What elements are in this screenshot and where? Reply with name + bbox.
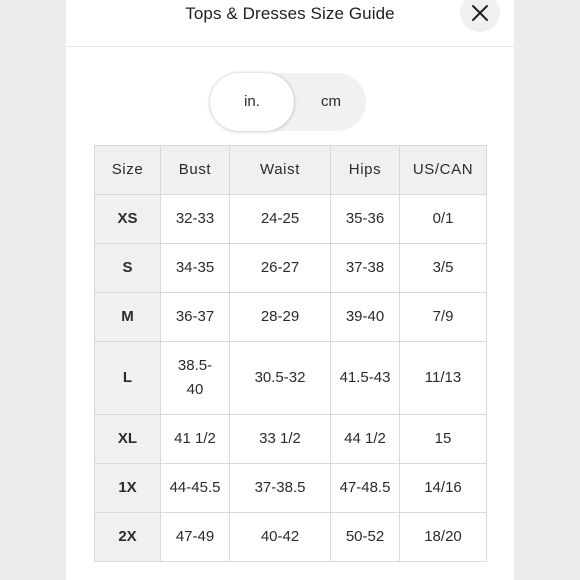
bust-cell: 41 1/2 [161,415,230,464]
bust-cell: 34-35 [161,244,230,293]
column-header-hips: Hips [331,146,400,195]
size-guide-modal [66,0,514,580]
table-row [95,513,487,562]
us-can-cell: 11/13 [400,342,487,415]
hips-cell: 39-40 [331,293,400,342]
unit-option-in[interactable]: in. [210,73,294,131]
bust-value: 38.5-40 [177,357,213,398]
bust-cell: 32-33 [161,195,230,244]
us-can-cell: 15 [400,415,487,464]
hips-cell: 35-36 [331,195,400,244]
size-cell: 1X [95,464,161,513]
table-row [95,195,487,244]
column-header-bust: Bust [161,146,230,195]
modal-header [66,0,514,47]
hips-cell: 44 1/2 [331,415,400,464]
size-cell: XS [95,195,161,244]
waist-cell: 40-42 [230,513,331,562]
waist-cell: 28-29 [230,293,331,342]
us-can-cell: 7/9 [400,293,487,342]
bust-cell [161,342,230,415]
size-cell: S [95,244,161,293]
hips-cell: 47-48.5 [331,464,400,513]
hips-cell: 50-52 [331,513,400,562]
hips-cell: 37-38 [331,244,400,293]
table-row [95,244,487,293]
column-header-size: Size [95,146,161,195]
size-cell: 2X [95,513,161,562]
bust-cell: 36-37 [161,293,230,342]
column-header-waist: Waist [230,146,331,195]
waist-cell: 24-25 [230,195,331,244]
size-table [94,145,487,562]
us-can-cell: 0/1 [400,195,487,244]
size-cell: XL [95,415,161,464]
waist-cell: 30.5-32 [230,342,331,415]
table-row [95,293,487,342]
table-header-row [95,146,487,195]
table-row [95,342,487,415]
size-cell: L [95,342,161,415]
close-icon [471,4,489,22]
table-row [95,464,487,513]
us-can-cell: 14/16 [400,464,487,513]
size-cell: M [95,293,161,342]
us-can-cell: 3/5 [400,244,487,293]
waist-cell: 37-38.5 [230,464,331,513]
table-row [95,415,487,464]
bust-cell: 44-45.5 [161,464,230,513]
modal-title: Tops & Dresses Size Guide [185,4,395,23]
unit-option-cm[interactable]: cm [321,93,341,110]
bust-cell: 47-49 [161,513,230,562]
us-can-cell: 18/20 [400,513,487,562]
unit-toggle [210,73,366,131]
waist-cell: 26-27 [230,244,331,293]
hips-cell: 41.5-43 [331,342,400,415]
close-button[interactable] [460,0,500,32]
waist-cell: 33 1/2 [230,415,331,464]
column-header-us-can: US/CAN [400,146,487,195]
